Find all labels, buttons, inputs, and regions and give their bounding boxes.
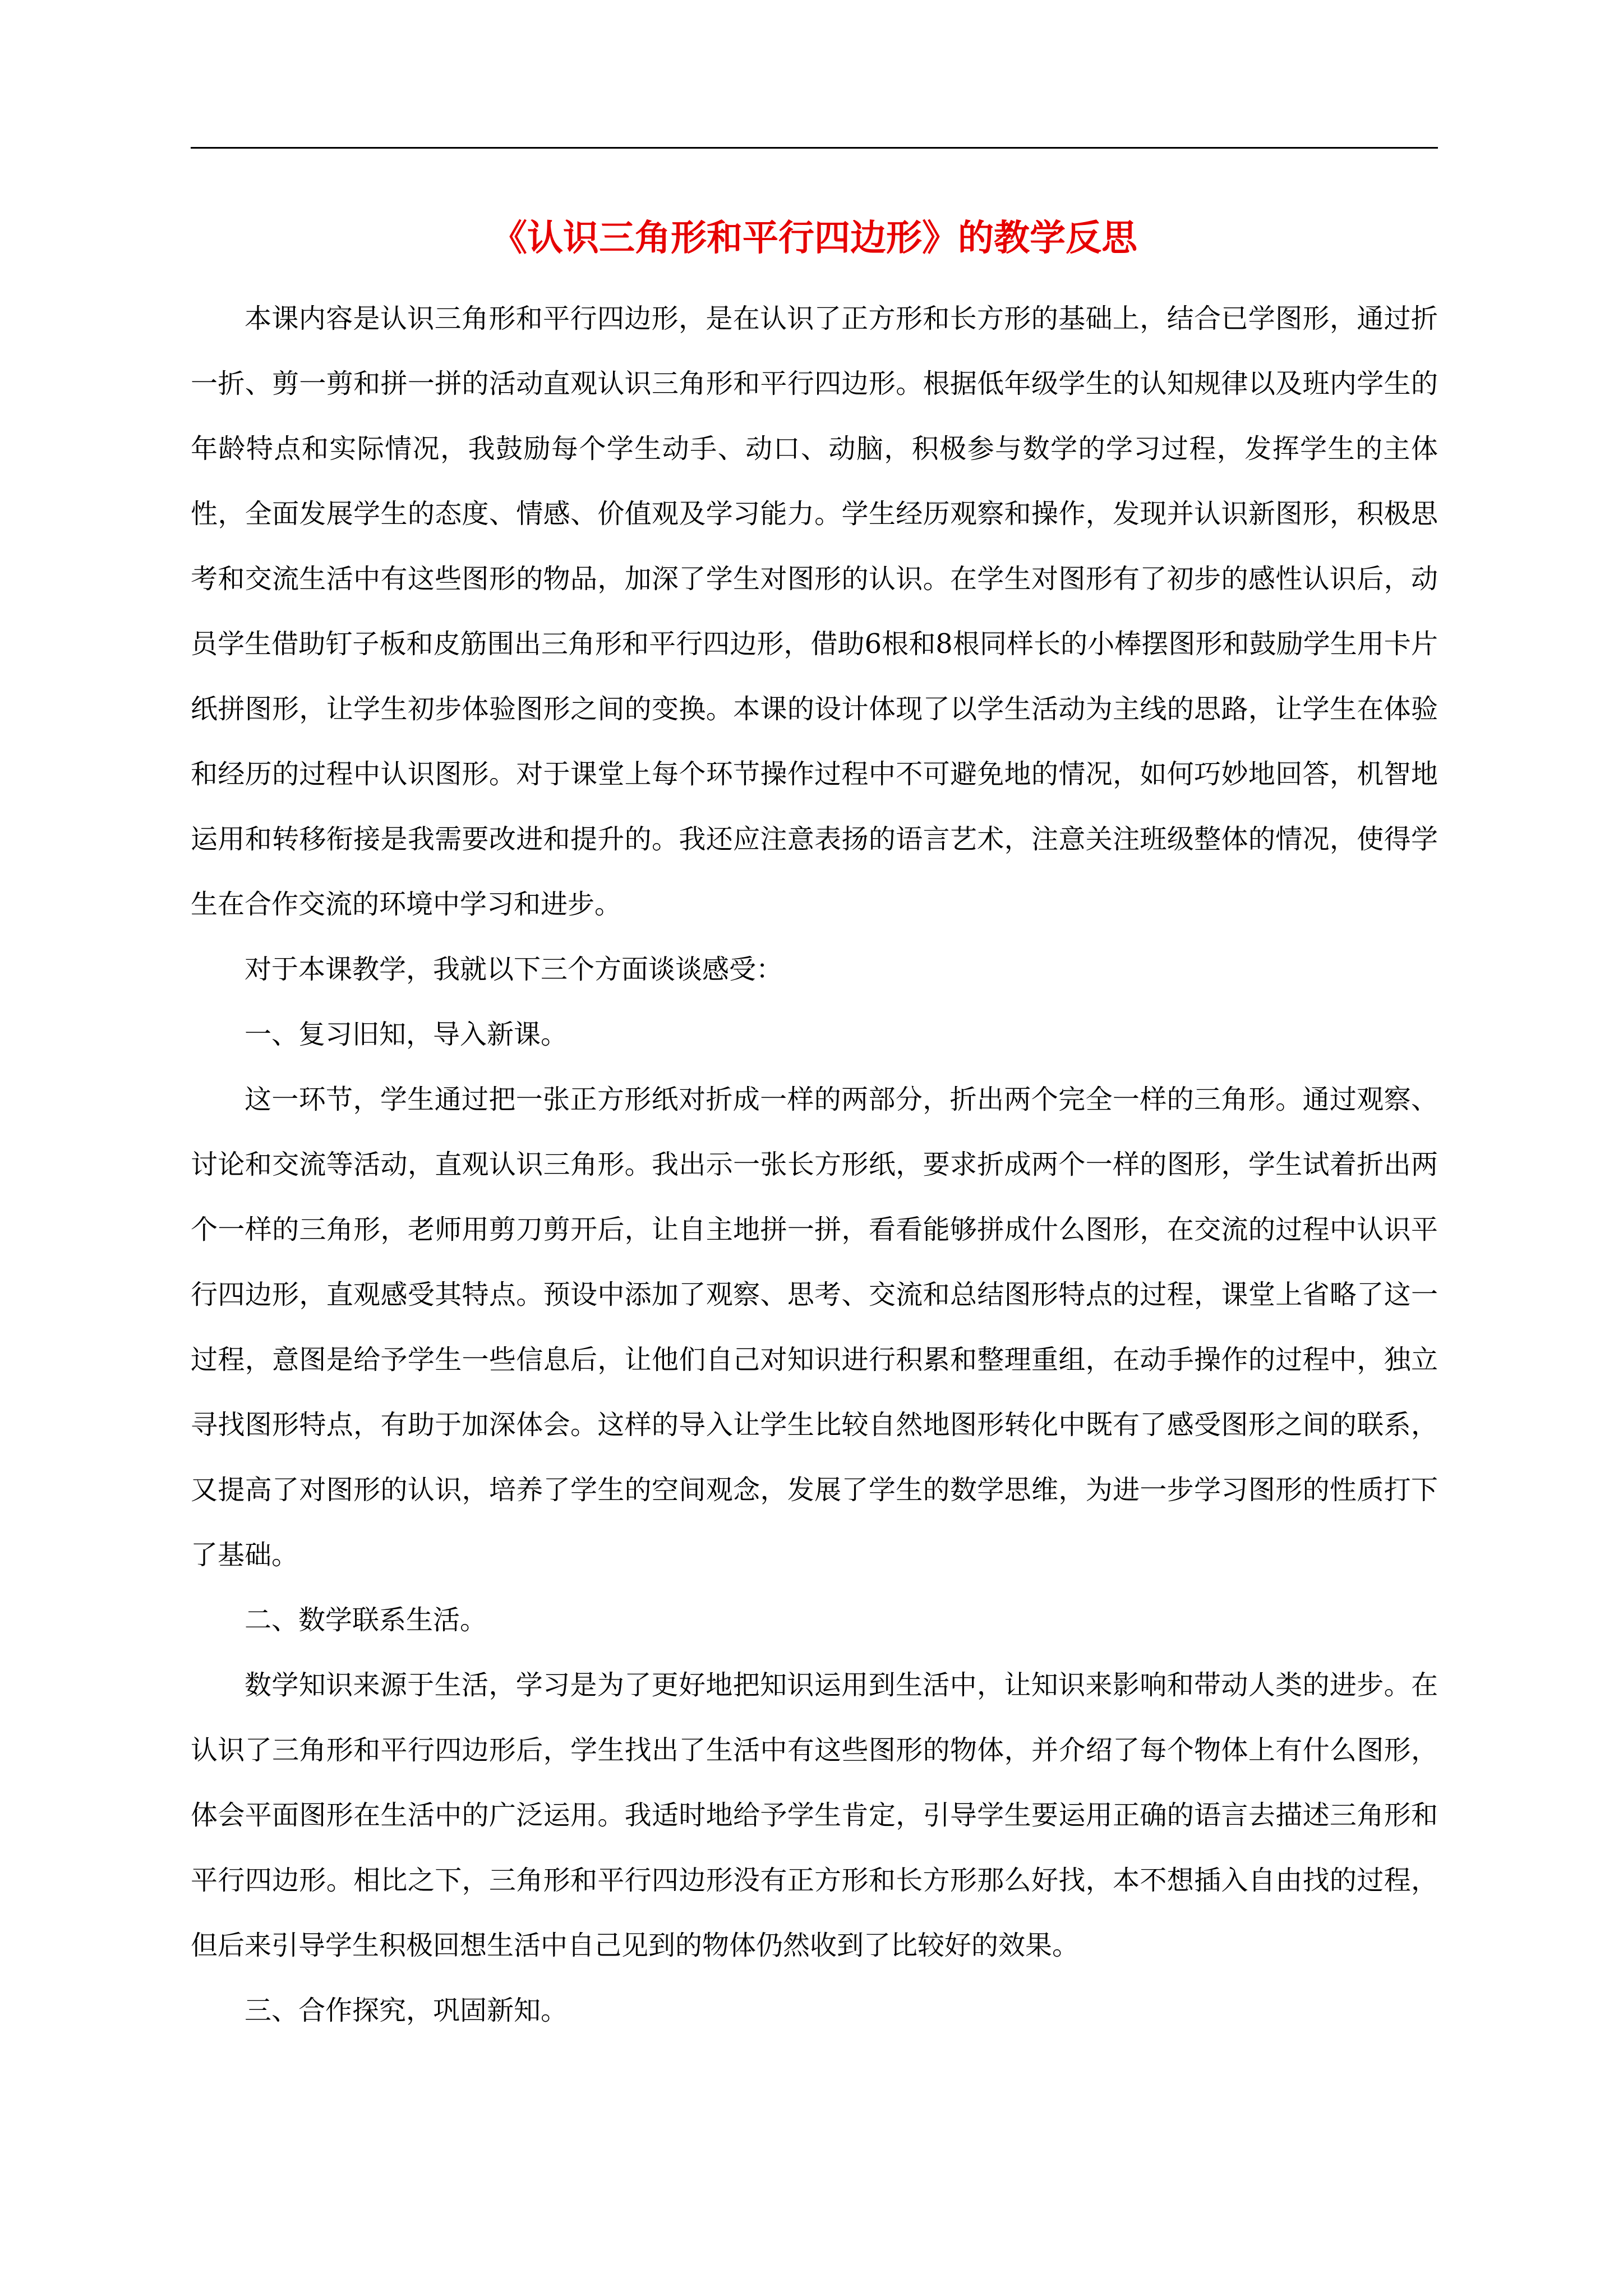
document-body: [191, 286, 1438, 2043]
header-rule: [191, 147, 1438, 149]
document-title: 《认识三角形和平行四边形》的教学反思: [491, 217, 1137, 259]
section-heading-cooperation: 三、合作探究，巩固新知。: [245, 1995, 568, 2026]
section-heading-life: 二、数学联系生活。: [245, 1604, 487, 1636]
section-heading-review: 一、复习旧知，导入新课。: [245, 1019, 568, 1050]
paragraph-review: 这一环节，学生通过把一张正方形纸对折成一样的两部分，折出两个完全一样的三角形。通过观察、讨论和交流等活动，直观认识三角形。我出示一张长方形纸，要求折成两个一样的图形，学生试着折出两个一样的三角形，老师用剪刀剪开后，让自主地拼一拼，看看能够拼成什么图形，在交流的过程中认识平行四边形，直观感受其特点。预设中添加了观察、思考、交流和总结图形特点的过程，课堂上省略了这一过程，意图是给予学生一些信息后，让他们自己对知识进行积累和整理重组，在动手操作的过程中，独立寻找图形特点，有助于加深体会。这样的导入让学生比较自然地图形转化中既有了感受图形之间的联系，又提高了对图形的认识，培养了学生的空间观念，发展了学生的数学思维，为进一步学习图形的性质打下了基础。: [191, 1084, 1438, 1571]
paragraph-intro: 本课内容是认识三角形和平行四边形，是在认识了正方形和长方形的基础上，结合已学图形，通过折一折、剪一剪和拼一拼的活动直观认识三角形和平行四边形。根据低年级学生的认知规律以及班内学生的年龄特点和实际情况，我鼓励每个学生动手、动口、动脑，积极参与数学的学习过程，发挥学生的主体性，全面发展学生的态度、情感、价值观及学习能力。学生经历观察和操作，发现并认识新图形，积极思考和交流生活中有这些图形的物品，加深了学生对图形的认识。在学生对图形有了初步的感性认识后，动员学生借助钉子板和皮筋围出三角形和平行四边形，借助6根和8根同样长的小棒摆图形和鼓励学生用卡片纸拼图形，让学生初步体验图形之间的变换。本课的设计体现了以学生活动为主线的思路，让学生在体验和经历的过程中认识图形。对于课堂上每个环节操作过程中不可避免地的情况，如何巧妙地回答，机智地运用和转移衔接是我需要改进和提升的。我还应注意表扬的语言艺术，注意关注班级整体的情况，使得学生在合作交流的环境中学习和进步。: [191, 303, 1438, 920]
paragraph-overview: 对于本课教学，我就以下三个方面谈谈感受：: [245, 954, 783, 985]
paragraph-life: 数学知识来源于生活，学习是为了更好地把知识运用到生活中，让知识来影响和带动人类的进步。在认识了三角形和平行四边形后，学生找出了生活中有这些图形的物体，并介绍了每个物体上有什么图形，体会平面图形在生活中的广泛运用。我适时地给予学生肯定，引导学生要运用正确的语言去描述三角形和平行四边形。相比之下，三角形和平行四边形没有正方形和长方形那么好找，本不想插入自由找的过程，但后来引导学生积极回想生活中自己见到的物体仍然收到了比较好的效果。: [191, 1669, 1438, 1961]
